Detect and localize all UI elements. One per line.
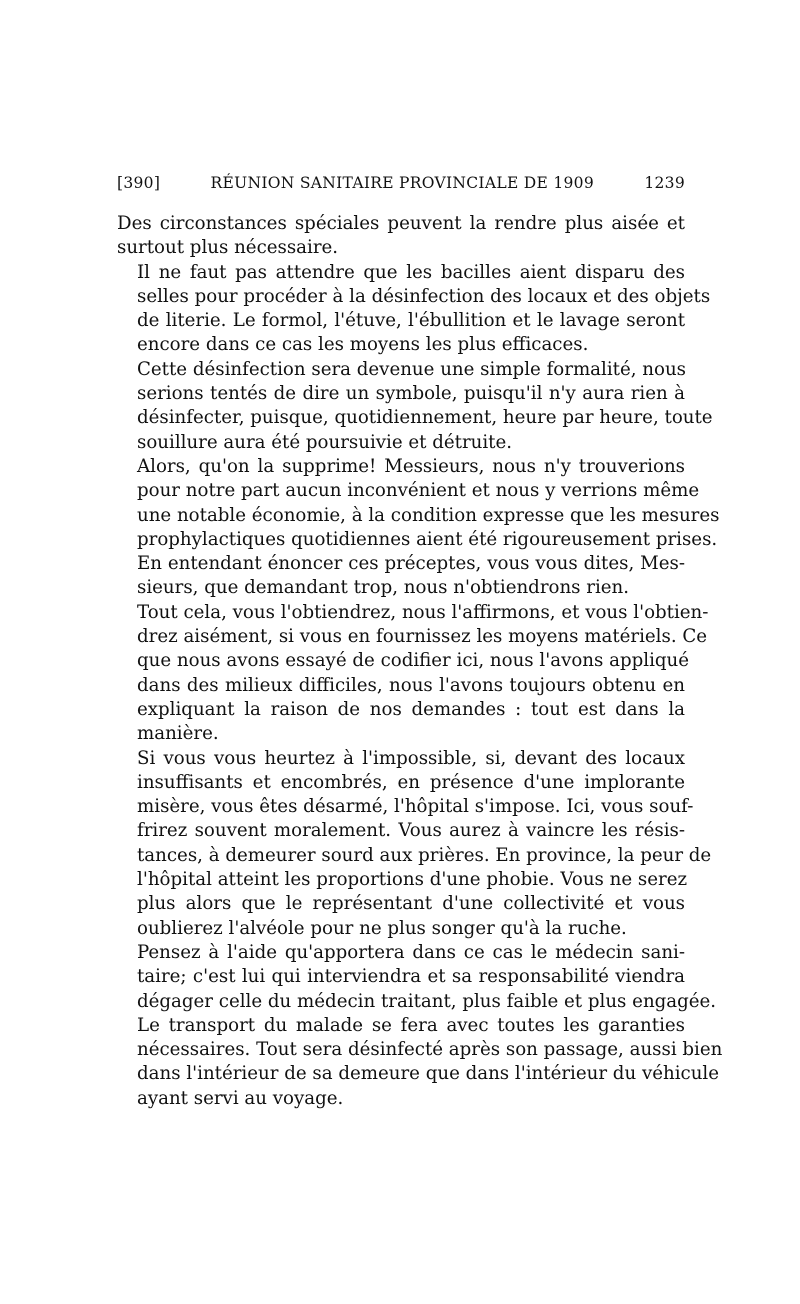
text-line: Cette désinfection sera devenue une simple formalité, nous <box>137 358 687 380</box>
text-line: drez aisément, si vous en fournissez les moyens matériels. Ce <box>137 626 708 648</box>
text-line: désinfecter, puisque, quotidiennement, heure par heure, toute <box>137 407 713 429</box>
text-line: une notable économie, à la condition expresse que les mesures <box>137 504 720 526</box>
text-line: dégager celle du médecin traitant, plus faible et plus engagée. <box>137 990 717 1012</box>
body-text <box>117 212 723 1111</box>
text-line: Tout cela, vous l'obtiendrez, nous l'affirmons, et vous l'obtien- <box>137 601 709 623</box>
text-line: dans des milieux difficiles, nous l'avons toujours obtenu en <box>137 674 685 696</box>
paragraph <box>117 1014 723 1111</box>
text-line: Le transport du malade se fera avec toutes les garanties <box>137 1014 685 1036</box>
text-line: encore dans ce cas les moyens les plus efficaces. <box>137 334 589 356</box>
paragraph <box>117 601 709 747</box>
text-line: l'hôpital atteint les proportions d'une phobie. Vous ne serez <box>137 869 688 891</box>
text-line: Alors, qu'on la supprime! Messieurs, nous n'y trouverions <box>137 455 685 477</box>
paragraph <box>117 358 713 455</box>
text-line: Pensez à l'aide qu'apportera dans ce cas le médecin sani- <box>137 941 685 963</box>
header-title: RÉUNION SANITAIRE PROVINCIALE DE 1909 <box>210 174 595 192</box>
text-line: sieurs, que demandant trop, nous n'obtiendrons rien. <box>137 577 630 599</box>
text-line: dans l'intérieur de sa demeure que dans l'intérieur du véhicule <box>137 1063 719 1085</box>
paragraph <box>117 455 720 552</box>
text-line: surtout plus nécessaire. <box>117 237 339 259</box>
text-line: souillure aura été poursuivie et détruite. <box>137 431 513 453</box>
text-line: manière. <box>137 723 219 745</box>
text-line: que nous avons essayé de codifier ici, nous l'avons appliqué <box>137 650 690 672</box>
text-line: ayant servi au voyage. <box>137 1087 344 1109</box>
paragraph <box>117 261 711 358</box>
text-line: Si vous vous heurtez à l'impossible, si, devant des locaux <box>137 747 685 769</box>
text-line: prophylactiques quotidiennes aient été rigoureusement prises. <box>137 528 718 550</box>
text-line: expliquant la raison de nos demandes : tout est dans la <box>137 698 685 720</box>
text-line: En entendant énoncer ces préceptes, vous vous dites, Mes- <box>137 553 685 575</box>
text-line: serions tentés de dire un symbole, puisqu'il n'y aura rien à <box>137 383 685 405</box>
paragraph <box>117 212 685 261</box>
text-line: plus alors que le représentant d'une collectivité et vous <box>137 893 685 915</box>
header-page-number: 1239 <box>644 174 685 192</box>
text-line: selles pour procéder à la désinfection des locaux et des objets <box>137 285 711 307</box>
paragraph <box>117 552 685 601</box>
text-line: taire; c'est lui qui interviendra et sa responsabilité viendra <box>137 966 685 988</box>
text-line: tances, à demeurer sourd aux prières. En province, la peur de <box>137 844 712 866</box>
paragraph <box>117 941 717 1014</box>
text-line: Il ne faut pas attendre que les bacilles aient disparu des <box>137 261 685 283</box>
text-line: pour notre part aucun inconvénient et nous y verrions même <box>137 480 700 502</box>
text-line: oublierez l'alvéole pour ne plus songer qu'à la ruche. <box>137 917 627 939</box>
text-line: frirez souvent moralement. Vous aurez à vaincre les résis- <box>137 820 685 842</box>
text-line: Des circonstances spéciales peuvent la rendre plus aisée et <box>117 213 685 234</box>
header-bracket-page-number: [390] <box>117 174 161 192</box>
running-header <box>117 174 685 192</box>
paragraph <box>117 747 712 941</box>
text-line: misère, vous êtes désarmé, l'hôpital s'impose. Ici, vous souf- <box>137 796 694 818</box>
text-line: insuffisants et encombrés, en présence d'une implorante <box>137 771 685 793</box>
text-line: de literie. Le formol, l'étuve, l'ébullition et le lavage seront <box>137 310 685 332</box>
text-line: nécessaires. Tout sera désinfecté après son passage, aussi bien <box>137 1039 723 1061</box>
